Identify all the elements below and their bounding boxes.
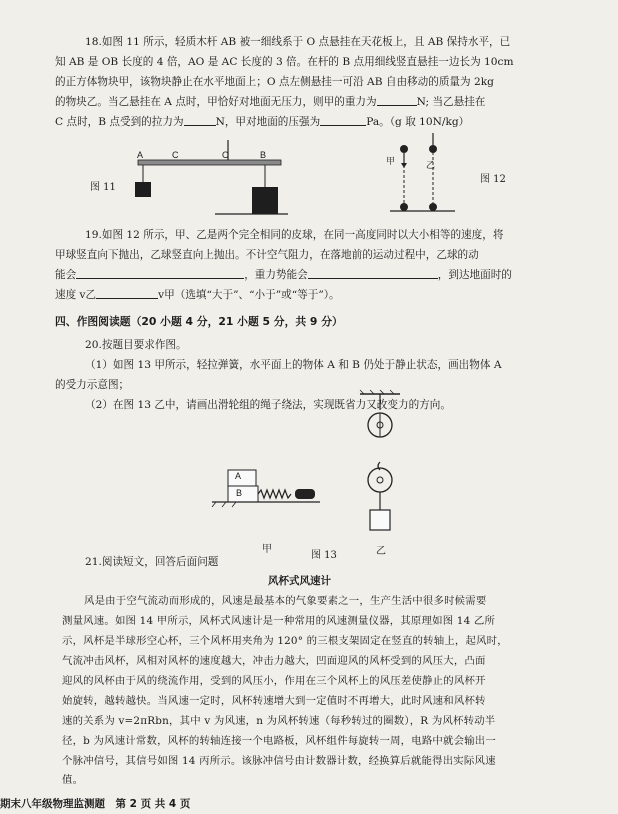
page-footer: 期末八年级物理监测题 第 2 页 共 4 页 [0, 798, 191, 810]
q19-line-4-mid: v甲（选填“大于”、“小于”或“等于”）。 [158, 289, 340, 301]
q18-line-5-tail: Pa。（g 取 10N/kg） [366, 116, 470, 128]
fig12-caption: 图 12 [480, 174, 506, 185]
q21-intro: 21.阅读短文，回答后面问题 [85, 556, 219, 568]
q19-blank-2[interactable] [308, 267, 438, 279]
q18-line-1: 18.如图 11 所示，轻质木杆 AB 被一细线系于 O 点悬挂在天花板上，且 AB 保持水平，已 [85, 36, 511, 48]
q18-line-5-mid: N，甲对地面的压强为 [215, 116, 321, 128]
fig11-label-a: A [137, 150, 144, 160]
q21-line-9: 个脉冲信号，其信号如图 14 丙所示。该脉冲信号由计数器计数，经换算后就能得出实际风速 [62, 755, 496, 767]
fig13-box-b: B [236, 488, 243, 498]
q21-line-5: 迎风的风杯由于风的绕流作用，受到的风压小，作用在三个风杯上的风压差使静止的风杯开 [62, 675, 486, 687]
q19-line-1: 19.如图 12 所示，甲、乙是两个完全相同的皮球，在同一高度同时以大小相等的速度，将 [85, 229, 504, 241]
q19-blank-3[interactable] [96, 287, 158, 299]
fig11-label-o: O [222, 150, 230, 160]
q21-line-6: 始旋转，越转越快。当风速一定时，风杯转速增大到一定值时不再增大，此时风速和风杯转 [62, 695, 486, 707]
q19-line-3-head: 能会 [55, 269, 77, 281]
figure-13-pulley [350, 392, 410, 537]
q18-blank-3[interactable] [320, 114, 366, 126]
fig12-label-yi: 乙 [426, 160, 436, 170]
q21-line-7: 速的关系为 v=2πRbn，其中 v 为风速，n 为风杯转速（每秒转过的圈数），R 为风杯转动半 [62, 715, 496, 727]
q18-line-4 [55, 93, 485, 112]
q21-line-3: 示，风杯是半球形空心杯，三个风杯用夹角为 120° 的三根支架固定在竖直的转轴上，起风时， [62, 635, 508, 647]
q18-line-4-text: 的物块乙。当乙悬挂在 A 点时，甲恰好对地面无压力，则甲的重力为 [55, 96, 377, 108]
q19-line-3-mid: ，重力势能会 [244, 269, 308, 281]
q21-line-1: 风是由于空气流动而形成的，风速是最基本的气象要素之一，生产生活中很多时候需要 [84, 595, 487, 607]
fig13-box-a: A [235, 471, 242, 481]
q21-line-4: 气流冲击风杯，风相对风杯的速度越大，冲击力越大，凹面迎风的风杯受到的风压大，凸面 [62, 655, 486, 667]
q19-line-3 [55, 266, 512, 285]
q18-line-5-head: C 点时，B 点受到的拉力为 [55, 116, 184, 128]
q20-line-2: （1）如图 13 甲所示，轻拉弹簧，水平面上的物体 A 和 B 仍处于静止状态，画出物体 A [85, 359, 502, 371]
figure-12-balls [385, 135, 460, 220]
q21-article-title: 风杯式风速计 [268, 575, 331, 587]
fig11-caption: 图 11 [90, 182, 116, 193]
q21-line-10: 值。 [62, 774, 84, 786]
q18-blank-1[interactable] [377, 94, 417, 106]
q19-line-3-tail: ，到达地面时的 [437, 269, 512, 281]
q20-line-4: （2）在图 13 乙中，请画出滑轮组的绳子绕法，实现既省力又改变力的方向。 [85, 399, 451, 411]
q18-blank-2[interactable] [184, 114, 216, 126]
q21-line-8: 径，b 为风速计常数，风杯的转轴连接一个电路板，风杯组件每旋转一周，电路中就会输出一 [62, 735, 496, 747]
q18-line-5 [55, 113, 469, 132]
q19-line-4-head: 速度 v乙 [55, 289, 97, 301]
fig13-label-yi: 乙 [376, 546, 386, 557]
q19-line-4 [55, 286, 340, 305]
fig13-caption: 图 13 [311, 550, 337, 561]
q18-line-4-tail: N; 当乙悬挂在 [416, 96, 486, 108]
section-4-title: 四、作图阅读题（20 小题 4 分，21 小题 5 分，共 9 分） [55, 315, 343, 328]
q21-line-2: 测量风速。如图 14 甲所示，风杯式风速计是一种常用的风速测量仪器，其原理如图 14 乙所 [62, 615, 496, 627]
fig11-label-b: B [260, 150, 267, 160]
fig13-label-jia: 甲 [262, 544, 272, 555]
fig11-label-c: C [172, 150, 179, 160]
figure-13-blocks-spring [212, 468, 322, 508]
q19-line-2: 甲球竖直向下抛出，乙球竖直向上抛出。不计空气阻力，在落地前的运动过程中，乙球的动 [55, 249, 479, 261]
fig12-label-jia: 甲 [386, 156, 396, 166]
q20-line-1: 20.按题目要求作图。 [85, 339, 187, 351]
q18-line-2: 知 AB 是 OB 长度的 4 倍，AO 是 AC 长度的 3 倍。在杆的 B 点用细线竖直悬挂一边长为 10cm [55, 56, 514, 68]
q20-line-3: 的受力示意图； [55, 379, 130, 391]
q19-blank-1[interactable] [76, 267, 244, 279]
q18-line-3: 的正方体物块甲，该物块静止在水平地面上；O 点左侧悬挂一可沿 AB 自由移动的质量为 2kg [55, 76, 494, 88]
